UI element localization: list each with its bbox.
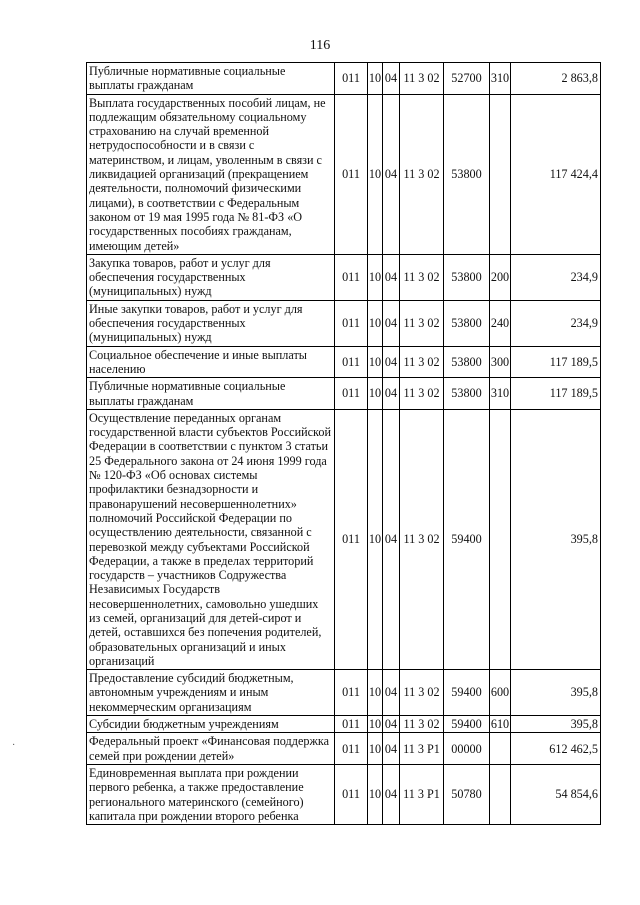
subsection-code: 04 (383, 254, 400, 300)
subsection-code: 04 (383, 300, 400, 346)
subsection-code: 04 (383, 670, 400, 716)
subsection-code: 04 (383, 63, 400, 95)
ministry-code: 011 (335, 670, 368, 716)
ministry-code: 011 (335, 733, 368, 765)
subsection-code: 04 (383, 764, 400, 824)
ministry-code: 011 (335, 378, 368, 410)
expense-type-code: 310 (490, 63, 511, 95)
expense-type-code (490, 409, 511, 669)
section-code: 10 (368, 300, 383, 346)
direction-code: 53800 (444, 254, 490, 300)
amount: 395,8 (511, 716, 601, 733)
subsection-code: 04 (383, 346, 400, 378)
section-code: 10 (368, 346, 383, 378)
row-name: Единовременная выплата при рождении первого ребенка, а также предоставление регионального материнского (семейного) капитала при рождении второго ребенка (87, 764, 335, 824)
section-code: 10 (368, 733, 383, 765)
table-row (87, 300, 601, 346)
program-code: 11 3 02 (400, 94, 444, 254)
ministry-code: 011 (335, 346, 368, 378)
direction-code: 59400 (444, 670, 490, 716)
expense-type-code: 240 (490, 300, 511, 346)
table-row (87, 764, 601, 824)
subsection-code: 04 (383, 94, 400, 254)
ministry-code: 011 (335, 764, 368, 824)
row-name: Осуществление переданных органам государственной власти субъектов Российской Федерации в соответствии с пунктом 3 статьи 25 Федерального закона от 24 июня 1999 года № 120-ФЗ «Об основах системы профилактики безнадзорности и правонарушений несовершеннолетних» полномочий Российской Федерации по осуществлению деятельности, связанной с перевозкой между субъектами Российской Федерации, а также в пределах территорий государств – участников Содружества Независимых Государств несовершеннолетних, самовольно ушедших из семей, организаций для детей-сирот и детей, оставшихся без попечения родителей, образовательных организаций и иных организаций (87, 409, 335, 669)
expense-type-code (490, 94, 511, 254)
row-name: Социальное обеспечение и иные выплаты населению (87, 346, 335, 378)
expense-type-code: 610 (490, 717, 510, 732)
expense-type-code (490, 764, 511, 824)
direction-code: 00000 (444, 733, 490, 765)
amount: 395,8 (511, 409, 601, 669)
section-code: 10 (368, 764, 383, 824)
program-code: 11 3 P1 (400, 764, 444, 824)
subsection-code: 04 (383, 409, 400, 669)
amount: 395,8 (511, 670, 601, 716)
amount: 117 189,5 (511, 378, 601, 410)
ministry-code: 011 (335, 94, 368, 254)
row-name: Выплата государственных пособий лицам, не подлежащим обязательному социальному страхованию на случай временной нетрудоспособности и в связи с материнством, и лицам, уволенным в связи с ликвидацией организаций (прекращением деятельности, полномочий физическими лицами), в соответствии с Федеральным законом от 19 мая 1995 года № 81-ФЗ «О государственных пособиях гражданам, имеющим детей» (87, 94, 335, 254)
table-row (87, 733, 601, 765)
ministry-code: 011 (335, 63, 368, 95)
row-name: Субсидии бюджетным учреждениям (87, 716, 335, 733)
table-row (87, 63, 601, 95)
section-code: 10 (368, 94, 383, 254)
program-code: 11 3 02 (400, 378, 444, 410)
direction-code: 59400 (444, 409, 490, 669)
direction-code: 53800 (444, 346, 490, 378)
amount: 612 462,5 (511, 733, 601, 765)
table-row (87, 670, 601, 716)
table-row (87, 409, 601, 669)
section-code: 10 (368, 409, 383, 669)
table-row (87, 254, 601, 300)
direction-code: 53800 (444, 378, 490, 410)
direction-code: 59400 (444, 716, 490, 733)
amount: 2 863,8 (511, 63, 601, 95)
table-body (87, 63, 601, 825)
stray-mark: · (12, 740, 16, 751)
expense-type-code: 200 (490, 254, 511, 300)
expense-type-code (490, 733, 511, 765)
expense-type-code: 300 (490, 346, 511, 378)
amount: 234,9 (511, 300, 601, 346)
subsection-code: 04 (383, 733, 400, 765)
section-code: 10 (368, 63, 383, 95)
program-code: 11 3 02 (400, 300, 444, 346)
program-code: 11 3 02 (400, 716, 444, 733)
program-code: 11 3 02 (400, 409, 444, 669)
ministry-code: 011 (335, 716, 368, 733)
table-row (87, 716, 601, 733)
direction-code: 53800 (444, 300, 490, 346)
section-code: 10 (368, 378, 383, 410)
budget-table (86, 62, 601, 825)
ministry-code: 011 (335, 300, 368, 346)
table-row (87, 346, 601, 378)
direction-code: 53800 (444, 94, 490, 254)
section-code: 10 (368, 254, 383, 300)
amount: 117 424,4 (511, 94, 601, 254)
program-code: 11 3 02 (400, 63, 444, 95)
ministry-code: 011 (335, 254, 368, 300)
table-row (87, 94, 601, 254)
row-name: Публичные нормативные социальные выплаты гражданам (87, 63, 335, 95)
page-number: 116 (309, 38, 331, 53)
table-row (87, 378, 601, 410)
amount: 234,9 (511, 254, 601, 300)
row-name: Закупка товаров, работ и услуг для обеспечения государственных (муниципальных) нужд (87, 254, 335, 300)
expense-type-code: 310 (490, 378, 511, 410)
row-name: Предоставление субсидий бюджетным, автономным учреждениям и иным некоммерческим организациям (87, 670, 335, 716)
amount: 54 854,6 (511, 764, 601, 824)
section-code: 10 (368, 670, 383, 716)
row-name: Федеральный проект «Финансовая поддержка семей при рождении детей» (87, 733, 335, 765)
direction-code: 52700 (444, 63, 490, 95)
program-code: 11 3 P1 (400, 733, 444, 765)
subsection-code: 04 (383, 378, 400, 410)
row-name: Иные закупки товаров, работ и услуг для обеспечения государственных (муниципальных) нужд (87, 300, 335, 346)
row-name: Публичные нормативные социальные выплаты гражданам (87, 378, 335, 410)
ministry-code: 011 (335, 409, 368, 669)
expense-type-code: 600 (490, 670, 511, 716)
section-code: 10 (368, 717, 382, 732)
direction-code: 50780 (444, 764, 490, 824)
amount: 117 189,5 (511, 346, 601, 378)
subsection-code: 04 (383, 716, 400, 733)
program-code: 11 3 02 (400, 346, 444, 378)
program-code: 11 3 02 (400, 254, 444, 300)
program-code: 11 3 02 (400, 670, 444, 716)
